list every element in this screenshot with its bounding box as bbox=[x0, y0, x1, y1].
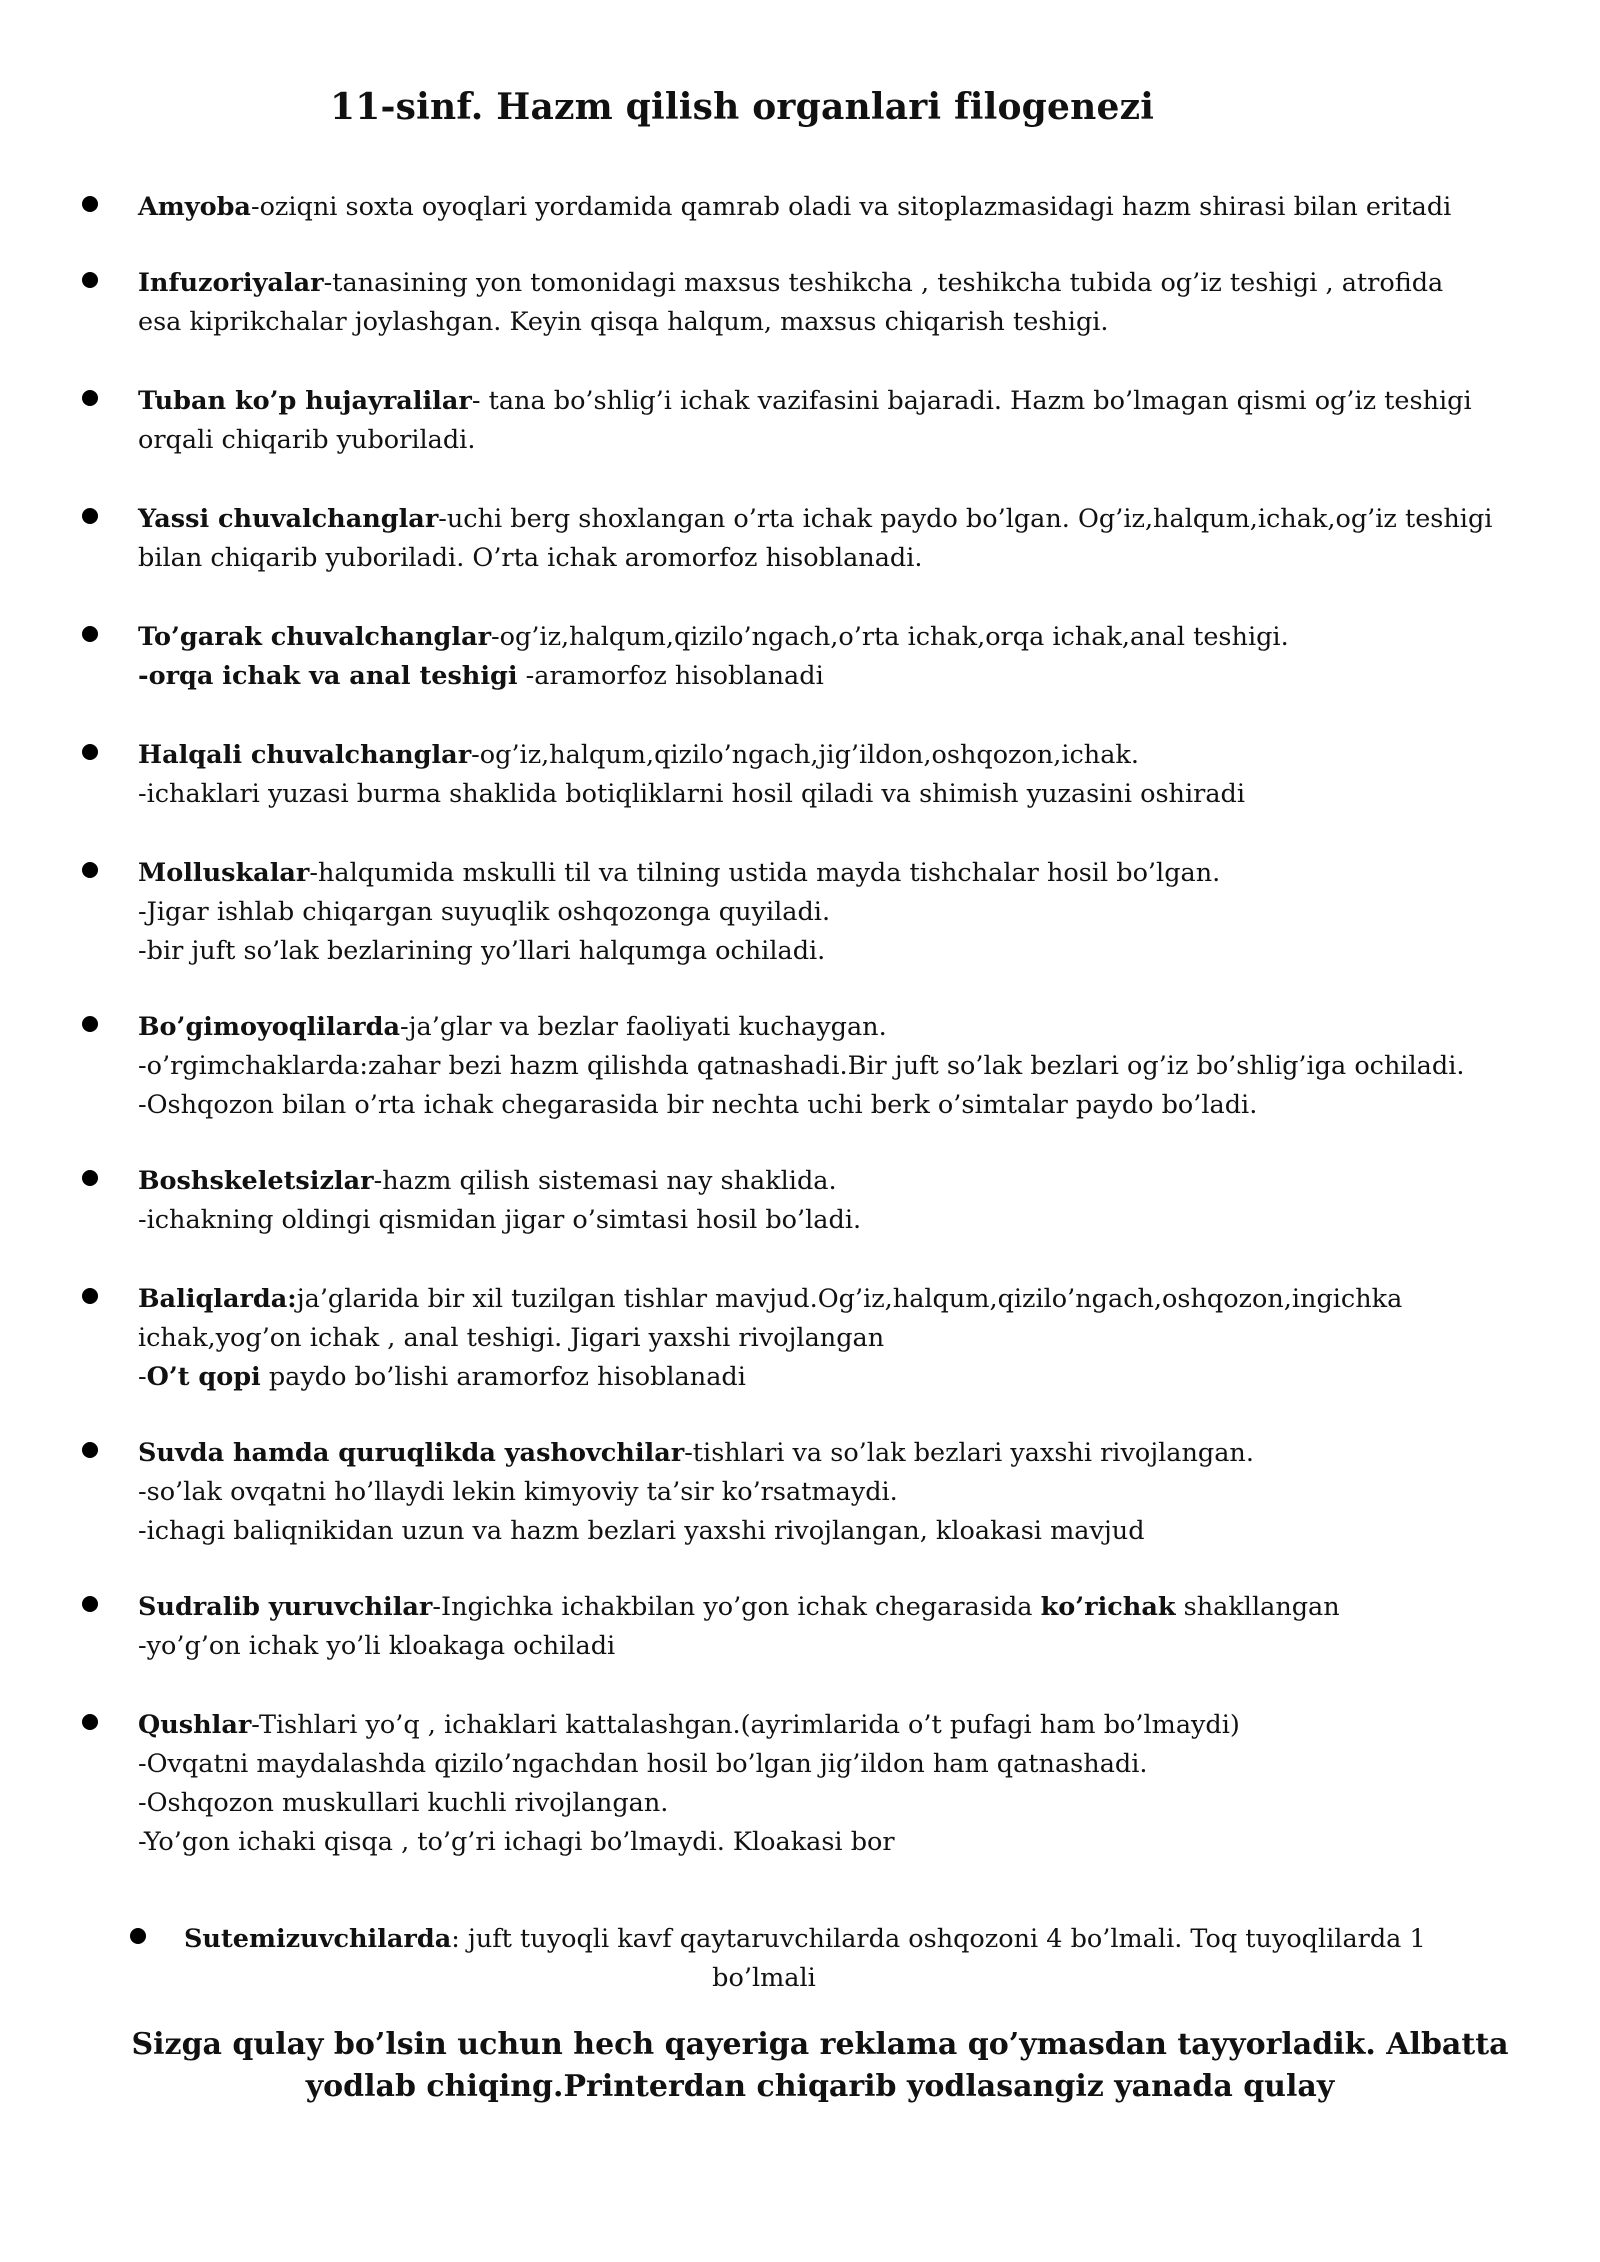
bold-text: Bo’gimoyoqlilarda bbox=[138, 1012, 400, 1042]
list-item-line bbox=[138, 893, 1538, 932]
list-item-line bbox=[138, 1627, 1538, 1666]
body-text: -Ovqatni maydalashda qizilo’ngachdan hosil bo’lgan jig’ildon ham qatnashadi. bbox=[138, 1749, 1148, 1779]
body-text: -hazm qilish sistemasi nay shaklida. bbox=[373, 1166, 837, 1196]
footer-note bbox=[130, 2024, 1510, 2108]
body-text: -ichakning oldingi qismidan jigar o’simtasi hosil bo’ladi. bbox=[138, 1205, 862, 1235]
bullet-icon bbox=[82, 1442, 98, 1458]
list-item-text bbox=[138, 1008, 1538, 1125]
body-text: -Jigar ishlab chiqargan suyuqlik oshqozonga quyiladi. bbox=[138, 897, 831, 927]
bullet-icon bbox=[82, 744, 98, 760]
body-text: orqali chiqarib yuboriladi. bbox=[138, 425, 476, 455]
bullet-icon bbox=[82, 862, 98, 878]
body-text: -oziqni soxta oyoqlari yordamida qamrab oladi va sitoplazmasidagi hazm shirasi bilan eritadi bbox=[250, 192, 1452, 222]
bullet-icon bbox=[82, 196, 98, 212]
bullet-icon bbox=[82, 1288, 98, 1304]
list-item-line bbox=[138, 1086, 1538, 1125]
body-text: bilan chiqarib yuboriladi. O’rta ichak aromorfoz hisoblanadi. bbox=[138, 543, 923, 573]
body-text: -Tishlari yo’q , ichaklari kattalashgan.(ayrimlarida o’t pufagi ham bo’lmaydi) bbox=[251, 1710, 1240, 1740]
list-item-line bbox=[138, 500, 1538, 539]
body-text: -og’iz,halqum,qizilo’ngach,jig’ildon,oshqozon,ichak. bbox=[471, 740, 1139, 770]
bullet-icon bbox=[82, 626, 98, 642]
list-item-text bbox=[138, 618, 1538, 696]
list-item-line bbox=[138, 421, 1538, 460]
body-text: -Ingichka ichakbilan yo’gon ichak chegarasida bbox=[432, 1592, 1041, 1622]
body-text: paydo bo’lishi aramorfoz hisoblanadi bbox=[260, 1362, 746, 1392]
body-text: -o’rgimchaklarda:zahar bezi hazm qilishda qatnashadi.Bir juft so’lak bezlari og’iz bo’shlig’iga ochiladi. bbox=[138, 1051, 1465, 1081]
bold-text: Boshskeletsizlar bbox=[138, 1166, 374, 1196]
bullet-icon bbox=[82, 390, 98, 406]
list-item-line bbox=[138, 539, 1538, 578]
list-item-line bbox=[138, 775, 1538, 814]
bold-text: Qushlar bbox=[138, 1710, 252, 1740]
list-item-text bbox=[138, 1280, 1538, 1397]
list-item-line bbox=[184, 1920, 1484, 1959]
bold-text: O’t qopi bbox=[146, 1362, 261, 1392]
list-item-text bbox=[138, 1588, 1538, 1666]
list-item-text bbox=[184, 1920, 1484, 1998]
footer-line: yodlab chiqing.Printerdan chiqarib yodlasangiz yanada qulay bbox=[305, 2069, 1335, 2104]
bullet-icon bbox=[82, 1714, 98, 1730]
list-item-line bbox=[138, 1512, 1538, 1551]
bold-text: Suvda hamda quruqlikda yashovchilar bbox=[138, 1438, 685, 1468]
body-text: -Oshqozon muskullari kuchli rivojlangan. bbox=[138, 1788, 669, 1818]
list-item-line bbox=[138, 1823, 1538, 1862]
bullet-icon bbox=[82, 1596, 98, 1612]
list-item-text bbox=[138, 854, 1538, 971]
bold-text: -orqa ichak va anal teshigi bbox=[138, 661, 518, 691]
bullet-icon bbox=[82, 1016, 98, 1032]
bold-text: To’garak chuvalchanglar bbox=[138, 622, 492, 652]
body-text: ja’glarida bir xil tuzilgan tishlar mavjud.Og’iz,halqum,qizilo’ngach,oshqozon,ingichka bbox=[296, 1284, 1403, 1314]
bullet-icon bbox=[82, 508, 98, 524]
bullet-icon bbox=[130, 1928, 146, 1944]
body-text: shakllangan bbox=[1175, 1592, 1340, 1622]
list-item-line bbox=[138, 1319, 1538, 1358]
list-item-line bbox=[138, 1201, 1538, 1240]
list-item-text bbox=[138, 736, 1538, 814]
list-item-line bbox=[138, 382, 1538, 421]
list-item-line: bo’lmali bbox=[712, 1963, 816, 1993]
body-text: -og’iz,halqum,qizilo’ngach,o’rta ichak,orqa ichak,anal teshigi. bbox=[491, 622, 1289, 652]
list-item-text bbox=[138, 1706, 1538, 1862]
bold-text: Tuban ko’p hujayralilar bbox=[138, 386, 472, 416]
body-text: -tishlari va so’lak bezlari yaxshi rivojlangan. bbox=[684, 1438, 1254, 1468]
list-item-line bbox=[138, 932, 1538, 971]
body-text: -ja’glar va bezlar faoliyati kuchaygan. bbox=[399, 1012, 887, 1042]
list-item-line bbox=[138, 618, 1538, 657]
bold-text: Baliqlarda: bbox=[138, 1284, 297, 1314]
bold-text: Infuzoriyalar bbox=[138, 268, 324, 298]
list-item-line bbox=[138, 264, 1538, 303]
bold-text: Yassi chuvalchanglar bbox=[138, 504, 439, 534]
list-item-line bbox=[138, 1162, 1538, 1201]
bold-text: Halqali chuvalchanglar bbox=[138, 740, 472, 770]
body-text: -Oshqozon bilan o’rta ichak chegarasida bir nechta uchi berk o’simtalar paydo bo’ladi. bbox=[138, 1090, 1258, 1120]
list-item-text bbox=[138, 1434, 1538, 1551]
list-item-line bbox=[138, 1784, 1538, 1823]
list-item-text bbox=[138, 1162, 1538, 1240]
list-item-line bbox=[138, 1280, 1538, 1319]
body-text: - tana bo’shlig’i ichak vazifasini bajaradi. Hazm bo’lmagan qismi og’iz teshigi bbox=[471, 386, 1472, 416]
bullet-icon bbox=[82, 272, 98, 288]
list-item-line bbox=[138, 1047, 1538, 1086]
body-text: ichak,yog’on ichak , anal teshigi. Jigari yaxshi rivojlangan bbox=[138, 1323, 885, 1353]
bold-text: ko’richak bbox=[1040, 1592, 1176, 1622]
page-title: 11-sinf. Hazm qilish organlari filogenezi bbox=[330, 86, 1155, 128]
body-text: -bir juft so’lak bezlarining yo’llari halqumga ochiladi. bbox=[138, 936, 826, 966]
list-item-line bbox=[138, 1434, 1538, 1473]
list-item-line bbox=[138, 1745, 1538, 1784]
list-item-line bbox=[138, 657, 1538, 696]
bullet-icon bbox=[82, 1170, 98, 1186]
body-text: -uchi berg shoxlangan o’rta ichak paydo bo’lgan. Og’iz,halqum,ichak,og’iz teshigi bbox=[438, 504, 1493, 534]
bold-text: Amyoba bbox=[138, 192, 251, 222]
list-item-line bbox=[138, 188, 1538, 227]
body-text: -halqumida mskulli til va tilning ustida mayda tishchalar hosil bo’lgan. bbox=[309, 858, 1221, 888]
bold-text: Sudralib yuruvchilar bbox=[138, 1592, 433, 1622]
bold-text: Molluskalar bbox=[138, 858, 310, 888]
list-item-text bbox=[138, 264, 1538, 342]
body-text: esa kiprikchalar joylashgan. Keyin qisqa halqum, maxsus chiqarish teshigi. bbox=[138, 307, 1109, 337]
body-text: -yo’g’on ichak yo’li kloakaga ochiladi bbox=[138, 1631, 616, 1661]
body-text: - bbox=[138, 1362, 147, 1392]
body-text: -ichaklari yuzasi burma shaklida botiqliklarni hosil qiladi va shimish yuzasini oshiradi bbox=[138, 779, 1245, 809]
list-item-body: : juft tuyoqli kavf qaytaruvchilarda oshqozoni 4 bo’lmali. Toq tuyoqlilarda 1 bbox=[451, 1924, 1426, 1954]
list-item-line bbox=[138, 1008, 1538, 1047]
list-item-line bbox=[138, 1358, 1538, 1397]
list-item-text bbox=[138, 500, 1538, 578]
list-item-line bbox=[138, 1473, 1538, 1512]
body-text: -ichagi baliqnikidan uzun va hazm bezlari yaxshi rivojlangan, kloakasi mavjud bbox=[138, 1516, 1145, 1546]
list-item-line bbox=[138, 303, 1538, 342]
list-item-text bbox=[138, 382, 1538, 460]
body-text: -Yo’gon ichaki qisqa , to’g’ri ichagi bo’lmaydi. Kloakasi bor bbox=[138, 1827, 895, 1857]
list-item-text bbox=[138, 188, 1538, 227]
body-text: -aramorfoz hisoblanadi bbox=[517, 661, 824, 691]
body-text: -tanasining yon tomonidagi maxsus teshikcha , teshikcha tubida og’iz teshigi , atrofida bbox=[323, 268, 1444, 298]
list-item-line bbox=[138, 854, 1538, 893]
list-item-heading: Sutemizuvchilarda bbox=[184, 1924, 452, 1954]
body-text: -so’lak ovqatni ho’llaydi lekin kimyoviy ta’sir ko’rsatmaydi. bbox=[138, 1477, 898, 1507]
footer-line: Sizga qulay bo’lsin uchun hech qayeriga reklama qo’ymasdan tayyorladik. Albatta bbox=[131, 2027, 1509, 2062]
list-item-line bbox=[138, 1588, 1538, 1627]
list-item-line bbox=[138, 1706, 1538, 1745]
list-item-line bbox=[138, 736, 1538, 775]
